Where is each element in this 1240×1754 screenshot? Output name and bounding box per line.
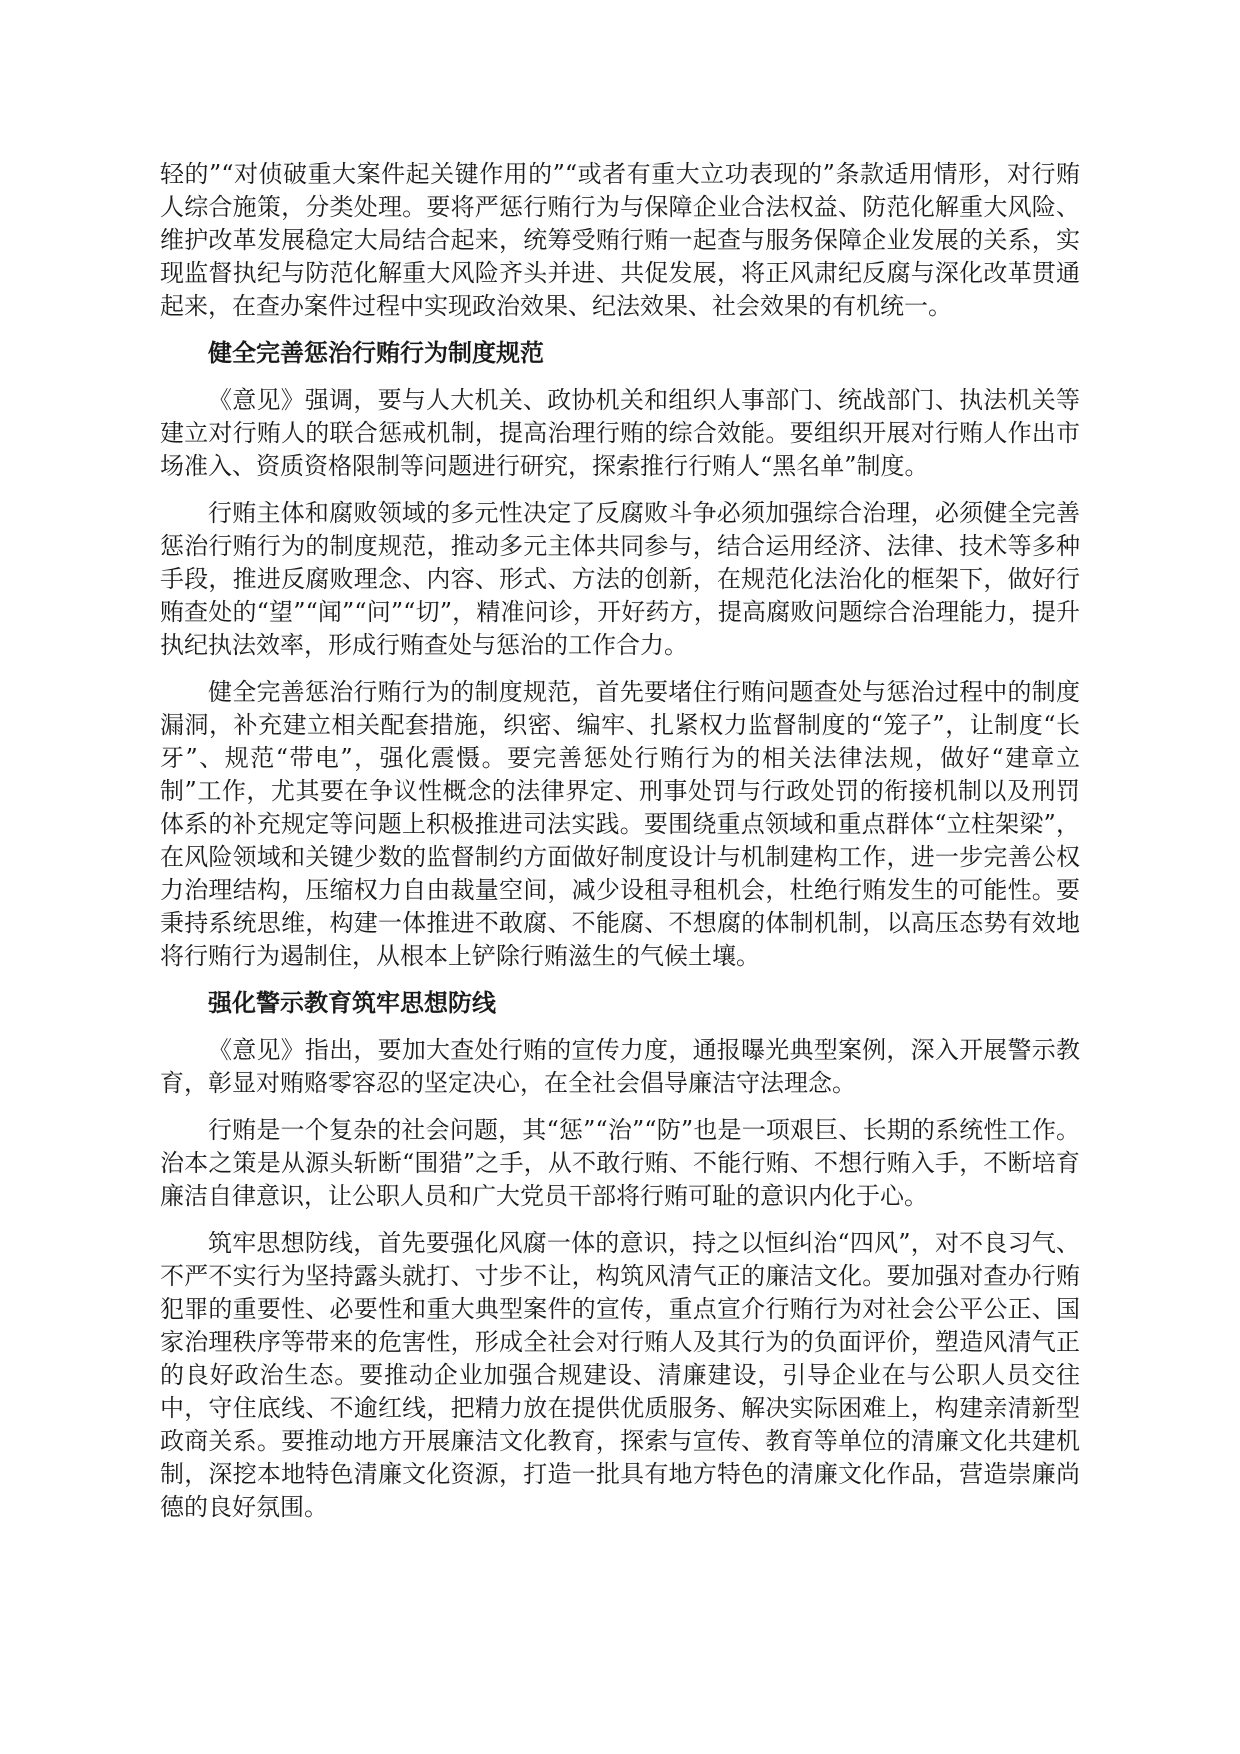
section-heading-institutional-norms: 健全完善惩治行贿行为制度规范 bbox=[208, 339, 544, 367]
paragraph: 《意见》强调，要与人大机关、政协机关和组织人事部门、统战部门、执法机关等建立对行贿人的联合惩戒机制，提高治理行贿的综合效能。要组织开展对行贿人作出市场准入、资质资格限制等问题进行研究，探索推行行贿人“黑名单”制度。 bbox=[160, 386, 1080, 480]
paragraph: 健全完善惩治行贿行为的制度规范，首先要堵住行贿问题查处与惩治过程中的制度漏洞，补充建立相关配套措施，织密、编牢、扎紧权力监督制度的“笼子”，让制度“长牙”、规范“带电”，强化震慑。要完善惩处行贿行为的相关法律法规，做好“建章立制”工作，尤其要在争议性概念的法律界定、刑事处罚与行政处罚的衔接机制以及刑罚体系的补充规定等问题上积极推进司法实践。要围绕重点领域和重点群体“立柱架梁”，在风险领域和关键少数的监督制约方面做好制度设计与机制建构工作，进一步完善公权力治理结构，压缩权力自由裁量空间，减少设租寻租机会，杜绝行贿发生的可能性。要秉持系统思维，构建一体推进不敢腐、不能腐、不想腐的体制机制，以高压态势有效地将行贿行为遏制住，从根本上铲除行贿滋生的气候土壤。 bbox=[160, 678, 1080, 970]
document-body bbox=[160, 158, 1080, 1538]
paragraph: 《意见》指出，要加大查处行贿的宣传力度，通报曝光典型案例，深入开展警示教育，彰显对贿赂零容忍的坚定决心，在全社会倡导廉洁守法理念。 bbox=[160, 1036, 1080, 1097]
paragraph: 筑牢思想防线，首先要强化风腐一体的意识，持之以恒纠治“四风”，对不良习气、不严不实行为坚持露头就打、寸步不让，构筑风清气正的廉洁文化。要加强对查办行贿犯罪的重要性、必要性和重大典型案件的宣传，重点宣介行贿行为对社会公平公正、国家治理秩序等带来的危害性，形成全社会对行贿人及其行为的负面评价，塑造风清气正的良好政治生态。要推动企业加强合规建设、清廉建设，引导企业在与公职人员交往中，守住底线、不逾红线，把精力放在提供优质服务、解决实际困难上，构建亲清新型政商关系。要推动地方开展廉洁文化教育，探索与宣传、教育等单位的清廉文化共建机制，深挖本地特色清廉文化资源，打造一批具有地方特色的清廉文化作品，营造崇廉尚德的良好氛围。 bbox=[160, 1229, 1080, 1521]
paragraph: 行贿主体和腐败领域的多元性决定了反腐败斗争必须加强综合治理，必须健全完善惩治行贿行为的制度规范，推动多元主体共同参与，结合运用经济、法律、技术等多种手段，推进反腐败理念、内容、形式、方法的创新，在规范化法治化的框架下，做好行贿查处的“望”“闻”“问”“切”，精准问诊，开好药方，提高腐败问题综合治理能力，提升执纪执法效率，形成行贿查处与惩治的工作合力。 bbox=[160, 499, 1080, 659]
paragraph: 行贿是一个复杂的社会问题，其“惩”“治”“防”也是一项艰巨、长期的系统性工作。治本之策是从源头斩断“围猎”之手，从不敢行贿、不能行贿、不想行贿入手，不断培育廉洁自律意识，让公职人员和广大党员干部将行贿可耻的意识内化于心。 bbox=[160, 1116, 1080, 1210]
continued-paragraph: 轻的”“对侦破重大案件起关键作用的”“或者有重大立功表现的”条款适用情形，对行贿人综合施策，分类处理。要将严惩行贿行为与保障企业合法权益、防范化解重大风险、维护改革发展稳定大局结合起来，统筹受贿行贿一起查与服务保障企业发展的关系，实现监督执纪与防范化解重大风险齐头并进、共促发展，将正风肃纪反腐与深化改革贯通起来，在查办案件过程中实现政治效果、纪法效果、社会效果的有机统一。 bbox=[160, 160, 1080, 320]
section-heading-warning-education: 强化警示教育筑牢思想防线 bbox=[208, 989, 496, 1017]
